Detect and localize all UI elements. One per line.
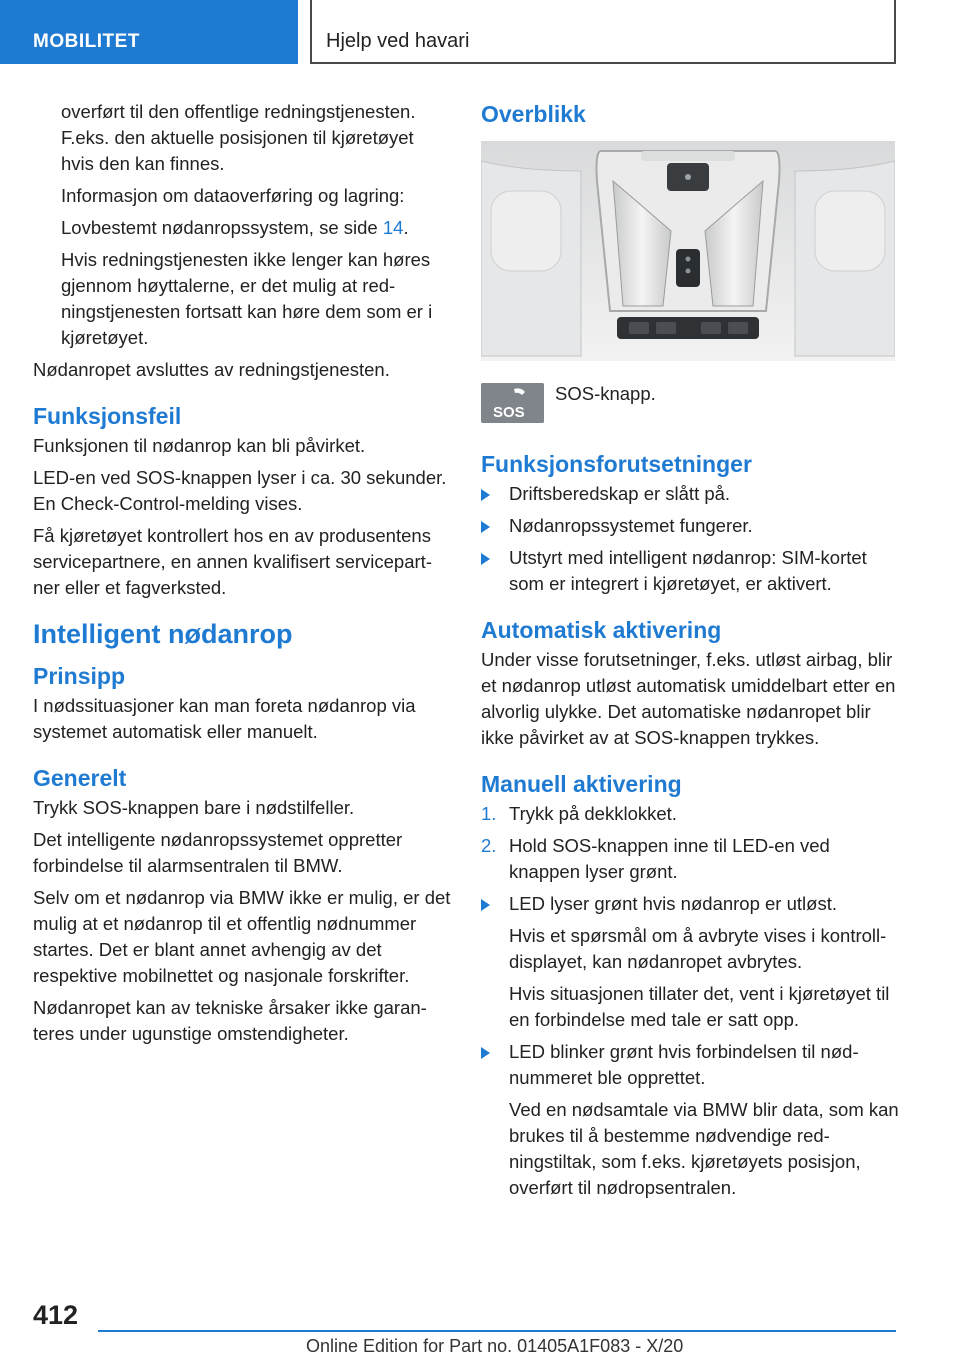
sos-caption: SOS-knapp. [555, 383, 656, 404]
heading-funksjonsforutsetninger: Funksjonsforutsetninger [481, 451, 752, 477]
triangle-bullet-icon [481, 513, 490, 540]
right-column [481, 99, 899, 1207]
paragraph: Selv om et nødanrop via BMW ikke er mulig, er det mulig at et nødanrop til et offentlig nødnummer startes. Det er blant annet avhengig av det respektive mobilnettet og nasjonale forskrifter. [33, 887, 451, 986]
list-item [481, 545, 899, 597]
svg-text:SOS: SOS [493, 404, 525, 421]
paragraph: overført til den offentlige redningstjenesten. F.eks. den aktuelle posisjonen til kjøretøyet hvis den kan finnes. [61, 101, 416, 174]
step-number: 1. [481, 803, 497, 824]
left-column [33, 99, 451, 1053]
heading-manuell-aktivering: Manuell aktivering [481, 771, 682, 797]
paragraph: LED-en ved SOS-knappen lyser i ca. 30 sekunder. En Check-Control-melding vises. [33, 467, 447, 514]
step-text: Hold SOS-knappen inne til LED-en ved knappen lyser grønt. [509, 835, 830, 882]
paragraph-end: . [403, 217, 409, 238]
list-item-text: Utstyrt med intelligent nødanrop: SIM-kortet som er integrert i kjøretøyet, er aktivert. [509, 547, 867, 594]
triangle-bullet-icon [481, 891, 490, 918]
paragraph: Under visse forutsetninger, f.eks. utløst airbag, blir et nødanrop utløst automatisk umiddelbart etter en alvorlig ulykke. Det automatiske nødanropet blir ikke påvirket av at SOS-knappen trykkes. [481, 649, 896, 748]
heading-overblikk: Overblikk [481, 101, 586, 127]
chapter-title: Hjelp ved havari [326, 30, 470, 52]
list-item-text: LED blinker grønt hvis forbindelsen til nødnummeret ble opprettet. [509, 1041, 859, 1088]
heading-prinsipp: Prinsipp [33, 663, 126, 689]
list-item [481, 513, 899, 539]
section-title: MOBILITET [33, 31, 140, 52]
paragraph-text: Lovbestemt nødanropssystem, se side [61, 217, 383, 238]
triangle-bullet-icon [481, 1039, 490, 1066]
step-item [481, 801, 899, 827]
page-reference-link[interactable]: 14 [382, 217, 404, 238]
triangle-bullet-icon [481, 545, 490, 572]
paragraph: Det intelligente nødanropssystemet oppretter forbindelse til alarmsentralen til BMW. [33, 829, 403, 876]
paragraph: Informasjon om dataoverføring og lagring: [61, 185, 405, 206]
paragraph: Nødanropet avsluttes av redningstjenesten. [33, 359, 390, 380]
paragraph-with-reference [33, 215, 451, 241]
step-number: 2. [481, 835, 497, 856]
roof-console-illustration [481, 141, 895, 361]
heading-funksjonsfeil: Funksjonsfeil [33, 403, 182, 429]
sos-legend [481, 381, 899, 431]
paragraph: Få kjøretøyet kontrollert hos en av produsentens servicepartnere, en annen kvalifisert servicepartner eller et fagverksted. [33, 525, 432, 598]
footer-divider [98, 1330, 896, 1332]
list-item-text: LED lyser grønt hvis nødanrop er utløst. [509, 893, 837, 914]
paragraph: I nødssituasjoner kan man foreta nødanrop via systemet automatisk eller manuelt. [33, 695, 416, 742]
list-item [481, 891, 899, 917]
paragraph: Ved en nødsamtale via BMW blir data, som kan brukes til å bestemme nødvendige redningstiltak, som f.eks. kjøretøyets posisjon, overført til nødropsentralen. [509, 1099, 899, 1198]
page-number: 412 [33, 1300, 79, 1330]
heading-automatisk-aktivering: Automatisk aktivering [481, 617, 722, 643]
list-item [481, 1039, 899, 1091]
sos-button-icon [481, 383, 544, 423]
paragraph: Nødanropet kan av tekniske årsaker ikke garanteres under ugunstige omstendigheter. [33, 997, 427, 1044]
footer-edition: Online Edition for Part no. 01405A1F083 - X/20 [306, 1336, 684, 1356]
heading-intelligent-nodanrop: Intelligent nødanrop [33, 619, 293, 649]
heading-generelt: Generelt [33, 765, 127, 791]
paragraph: Funksjonen til nødanrop kan bli påvirket. [33, 435, 366, 456]
section-tab [0, 0, 298, 64]
triangle-bullet-icon [481, 481, 490, 508]
step-text: Trykk på dekklokket. [509, 803, 677, 824]
paragraph: Hvis situasjonen tillater det, vent i kjøretøyet til en forbindelse med tale er satt opp. [509, 983, 890, 1030]
chapter-header [310, 0, 896, 64]
paragraph: Hvis redningstjenesten ikke lenger kan høres gjennom høyttalerne, er det mulig at redningstjenesten fortsatt kan høre dem som er i kjøretøyet. [61, 249, 433, 348]
list-item-text: Driftsberedskap er slått på. [509, 483, 731, 504]
list-item [481, 481, 899, 507]
step-item [481, 833, 899, 885]
list-item-text: Nødanropssystemet fungerer. [509, 515, 753, 536]
paragraph: Trykk SOS-knappen bare i nødstilfeller. [33, 797, 355, 818]
paragraph: Hvis et spørsmål om å avbryte vises i kontrolldisplayet, kan nødanropet avbrytes. [509, 925, 887, 972]
